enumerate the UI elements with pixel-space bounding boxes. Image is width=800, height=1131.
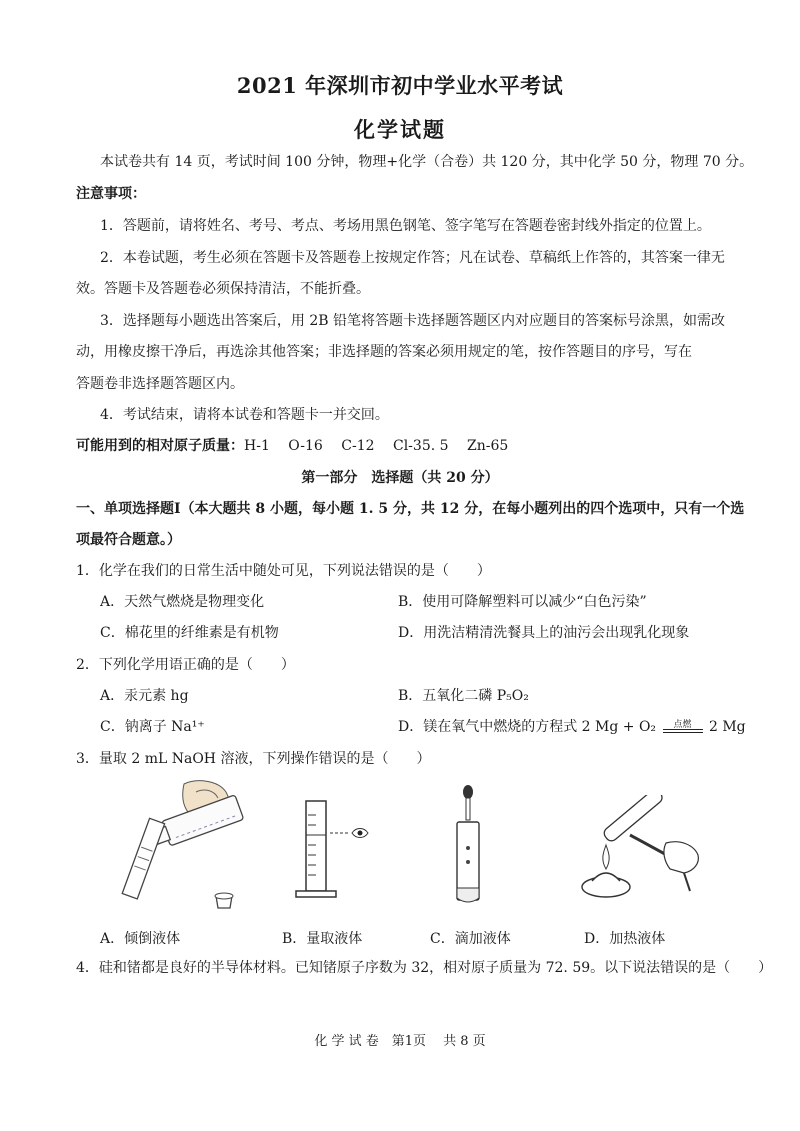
note-item: 4．考试结束，请将本试卷和答题卡一并交回。: [100, 407, 389, 423]
question-1-option-c: C．棉花里的纤维素是有机物: [100, 625, 279, 641]
reaction-condition-label: 点燃: [673, 720, 692, 730]
question-3-stem: 3．量取 2 mL NaOH 溶液，下列操作错误的是（ ）: [76, 751, 431, 767]
note-item: 1．答题前，请将姓名、考号、考点、考场用黑色钢笔、签字笔写在答题卷密封线外指定的位置上。: [100, 218, 711, 234]
note-item: 3．选择题每小题选出答案后，用 2B 铅笔将答题卡选择题答题区内对应题目的答案标号涂黑，如需改: [100, 313, 726, 329]
reaction-condition: [661, 717, 705, 737]
figure-d-caption: D．加热液体: [584, 931, 666, 947]
note-item: 2．本卷试题，考生必须在答题卡及答题卷上按规定作答；凡在试卷、草稿纸上作答的，其答案一律无: [100, 250, 725, 266]
question-2-stem: 2．下列化学用语正确的是（ ）: [76, 657, 295, 673]
measuring-cylinder-figure: [290, 795, 390, 905]
figure-b-caption: B．量取液体: [282, 931, 363, 947]
question-1-option-b: B．使用可降解塑料可以减少“白色污染”: [398, 594, 647, 610]
atomic-masses-values: H-1 O-16 C-12 Cl-35. 5 Zn-65: [244, 438, 509, 454]
dropper-figure: [440, 782, 500, 908]
heating-liquid-figure: [570, 795, 710, 905]
atomic-masses: [76, 436, 508, 456]
exam-title: 2021 年深圳市初中学业水平考试: [236, 73, 564, 98]
note-item: 动，用橡皮擦干净后，再选涂其他答案；非选择题的答案必须用规定的笔，按作答题目的序号，写在: [76, 344, 692, 360]
section1-instructions: 项最符合题意。）: [76, 532, 181, 548]
equation-right: 2 Mg: [708, 719, 746, 735]
note-item: 效。答题卡及答题卷必须保持清洁，不能折叠。: [76, 281, 370, 297]
figure-a-caption: A．倾倒液体: [100, 931, 181, 947]
note-item: 答题卷非选择题答题区内。: [76, 376, 244, 392]
intro-text: 本试卷共有 14 页，考试时间 100 分钟，物理+化学（合卷）共 120 分，其中化学 50 分，物理 70 分。: [100, 154, 754, 170]
question-2-option-d: [398, 717, 746, 737]
section1-instructions: 一、单项选择题Ⅰ（本大题共 8 小题，每小题 1. 5 分，共 12 分，在每小题列出的四个选项中，只有一个选: [76, 501, 745, 517]
page-footer: 化 学 试 卷 第1页 共 8 页: [314, 1034, 486, 1049]
exam-subtitle: 化学试题: [354, 117, 446, 142]
part1-title: 第一部分 选择题（共 20 分）: [301, 470, 499, 486]
atomic-masses-label: 可能用到的相对原子质量：: [76, 438, 244, 454]
question-2-option-a: A．汞元素 hg: [100, 688, 189, 704]
equation-left: D．镁在氧气中燃烧的方程式 2 Mg + O₂: [398, 719, 657, 735]
question-4-stem: 4．硅和锗都是良好的半导体材料。已知锗原子序数为 32，相对原子质量为 72. 59。以下说法错误的是（ ）: [76, 960, 773, 976]
question-2-option-c: C．钠离子 Na¹⁺: [100, 719, 205, 735]
question-1-option-d: D．用洗洁精清洗餐具上的油污会出现乳化现象: [398, 625, 690, 641]
question-1-option-a: A．天然气燃烧是物理变化: [100, 594, 265, 610]
question-1-stem: 1．化学在我们的日常生活中随处可见，下列说法错误的是（ ）: [76, 563, 491, 579]
figure-c-caption: C．滴加液体: [430, 931, 511, 947]
pouring-liquid-figure: [100, 778, 260, 918]
question-2-option-b: B．五氧化二磷 P₅O₂: [398, 688, 529, 704]
notes-heading: 注意事项：: [76, 186, 146, 202]
